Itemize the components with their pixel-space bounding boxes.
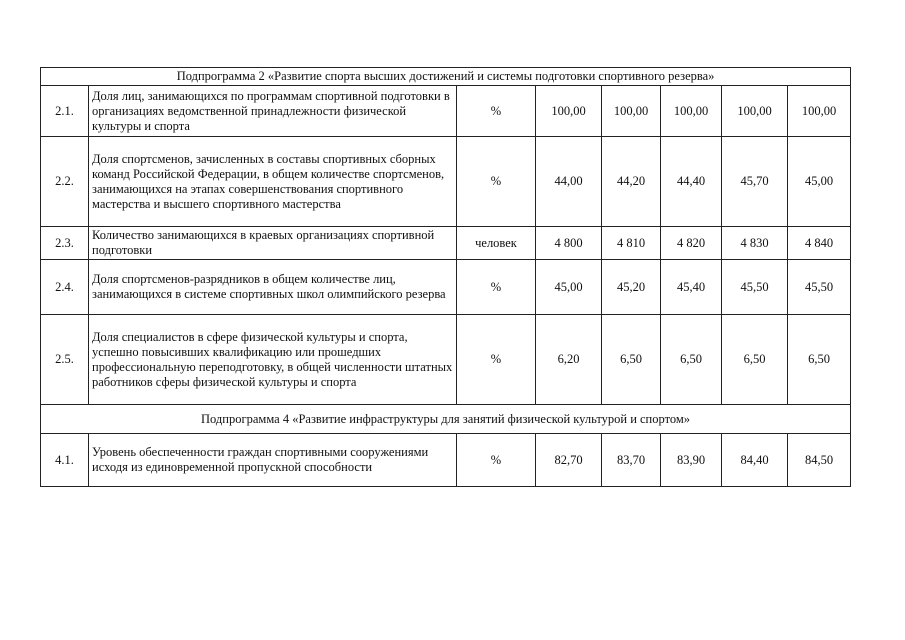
row-number: 2.3. bbox=[41, 227, 89, 260]
table-row bbox=[41, 434, 851, 487]
row-value: 100,00 bbox=[722, 86, 788, 137]
row-value: 4 810 bbox=[602, 227, 661, 260]
document-page bbox=[40, 67, 850, 487]
row-unit: % bbox=[457, 315, 536, 405]
table-row bbox=[41, 260, 851, 315]
row-value: 6,20 bbox=[536, 315, 602, 405]
row-unit: % bbox=[457, 86, 536, 137]
row-value: 44,20 bbox=[602, 137, 661, 227]
row-value: 4 840 bbox=[788, 227, 851, 260]
section-header-row bbox=[41, 405, 851, 434]
row-value: 84,40 bbox=[722, 434, 788, 487]
section-header-row bbox=[41, 68, 851, 86]
table-row bbox=[41, 315, 851, 405]
row-description: Доля спортсменов, зачисленных в составы спортивных сборных команд Российской Федерации, в общем количестве спортсменов, занимающихся на этапах совершенствования спортивного мастерства и высшего спортивного мастерства bbox=[89, 137, 457, 227]
table-row bbox=[41, 227, 851, 260]
row-number: 2.5. bbox=[41, 315, 89, 405]
row-unit: человек bbox=[457, 227, 536, 260]
row-value: 45,20 bbox=[602, 260, 661, 315]
row-value: 83,90 bbox=[661, 434, 722, 487]
table-row bbox=[41, 137, 851, 227]
row-number: 2.4. bbox=[41, 260, 89, 315]
row-description: Уровень обеспеченности граждан спортивными сооружениями исходя из единовременной пропускной способности bbox=[89, 434, 457, 487]
row-description: Доля специалистов в сфере физической культуры и спорта, успешно повысивших квалификацию или прошедших профессиональную переподготовку, в общей численности штатных работников сферы физической культуры и спорта bbox=[89, 315, 457, 405]
row-value: 4 820 bbox=[661, 227, 722, 260]
row-value: 83,70 bbox=[602, 434, 661, 487]
row-value: 45,00 bbox=[536, 260, 602, 315]
section-title: Подпрограмма 4 «Развитие инфраструктуры для занятий физической культурой и спортом» bbox=[41, 405, 851, 434]
row-value: 44,00 bbox=[536, 137, 602, 227]
row-value: 100,00 bbox=[788, 86, 851, 137]
row-unit: % bbox=[457, 260, 536, 315]
row-value: 84,50 bbox=[788, 434, 851, 487]
row-value: 44,40 bbox=[661, 137, 722, 227]
row-value: 100,00 bbox=[602, 86, 661, 137]
row-value: 6,50 bbox=[602, 315, 661, 405]
row-value: 6,50 bbox=[788, 315, 851, 405]
row-value: 4 830 bbox=[722, 227, 788, 260]
row-value: 6,50 bbox=[661, 315, 722, 405]
row-value: 4 800 bbox=[536, 227, 602, 260]
section-title: Подпрограмма 2 «Развитие спорта высших достижений и системы подготовки спортивного резерва» bbox=[41, 68, 851, 86]
indicators-table bbox=[40, 67, 851, 487]
row-unit: % bbox=[457, 137, 536, 227]
row-value: 45,70 bbox=[722, 137, 788, 227]
row-number: 2.2. bbox=[41, 137, 89, 227]
row-description: Доля спортсменов-разрядников в общем количестве лиц, занимающихся в системе спортивных школ олимпийского резерва bbox=[89, 260, 457, 315]
row-value: 45,50 bbox=[788, 260, 851, 315]
row-value: 100,00 bbox=[536, 86, 602, 137]
row-value: 45,00 bbox=[788, 137, 851, 227]
row-number: 2.1. bbox=[41, 86, 89, 137]
row-description: Количество занимающихся в краевых организациях спортивной подготовки bbox=[89, 227, 457, 260]
row-value: 82,70 bbox=[536, 434, 602, 487]
row-description: Доля лиц, занимающихся по программам спортивной подготовки в организациях ведомственной принадлежности физической культуры и спорта bbox=[89, 86, 457, 137]
table-row bbox=[41, 86, 851, 137]
row-value: 45,40 bbox=[661, 260, 722, 315]
row-number: 4.1. bbox=[41, 434, 89, 487]
row-value: 6,50 bbox=[722, 315, 788, 405]
row-value: 100,00 bbox=[661, 86, 722, 137]
row-unit: % bbox=[457, 434, 536, 487]
row-value: 45,50 bbox=[722, 260, 788, 315]
